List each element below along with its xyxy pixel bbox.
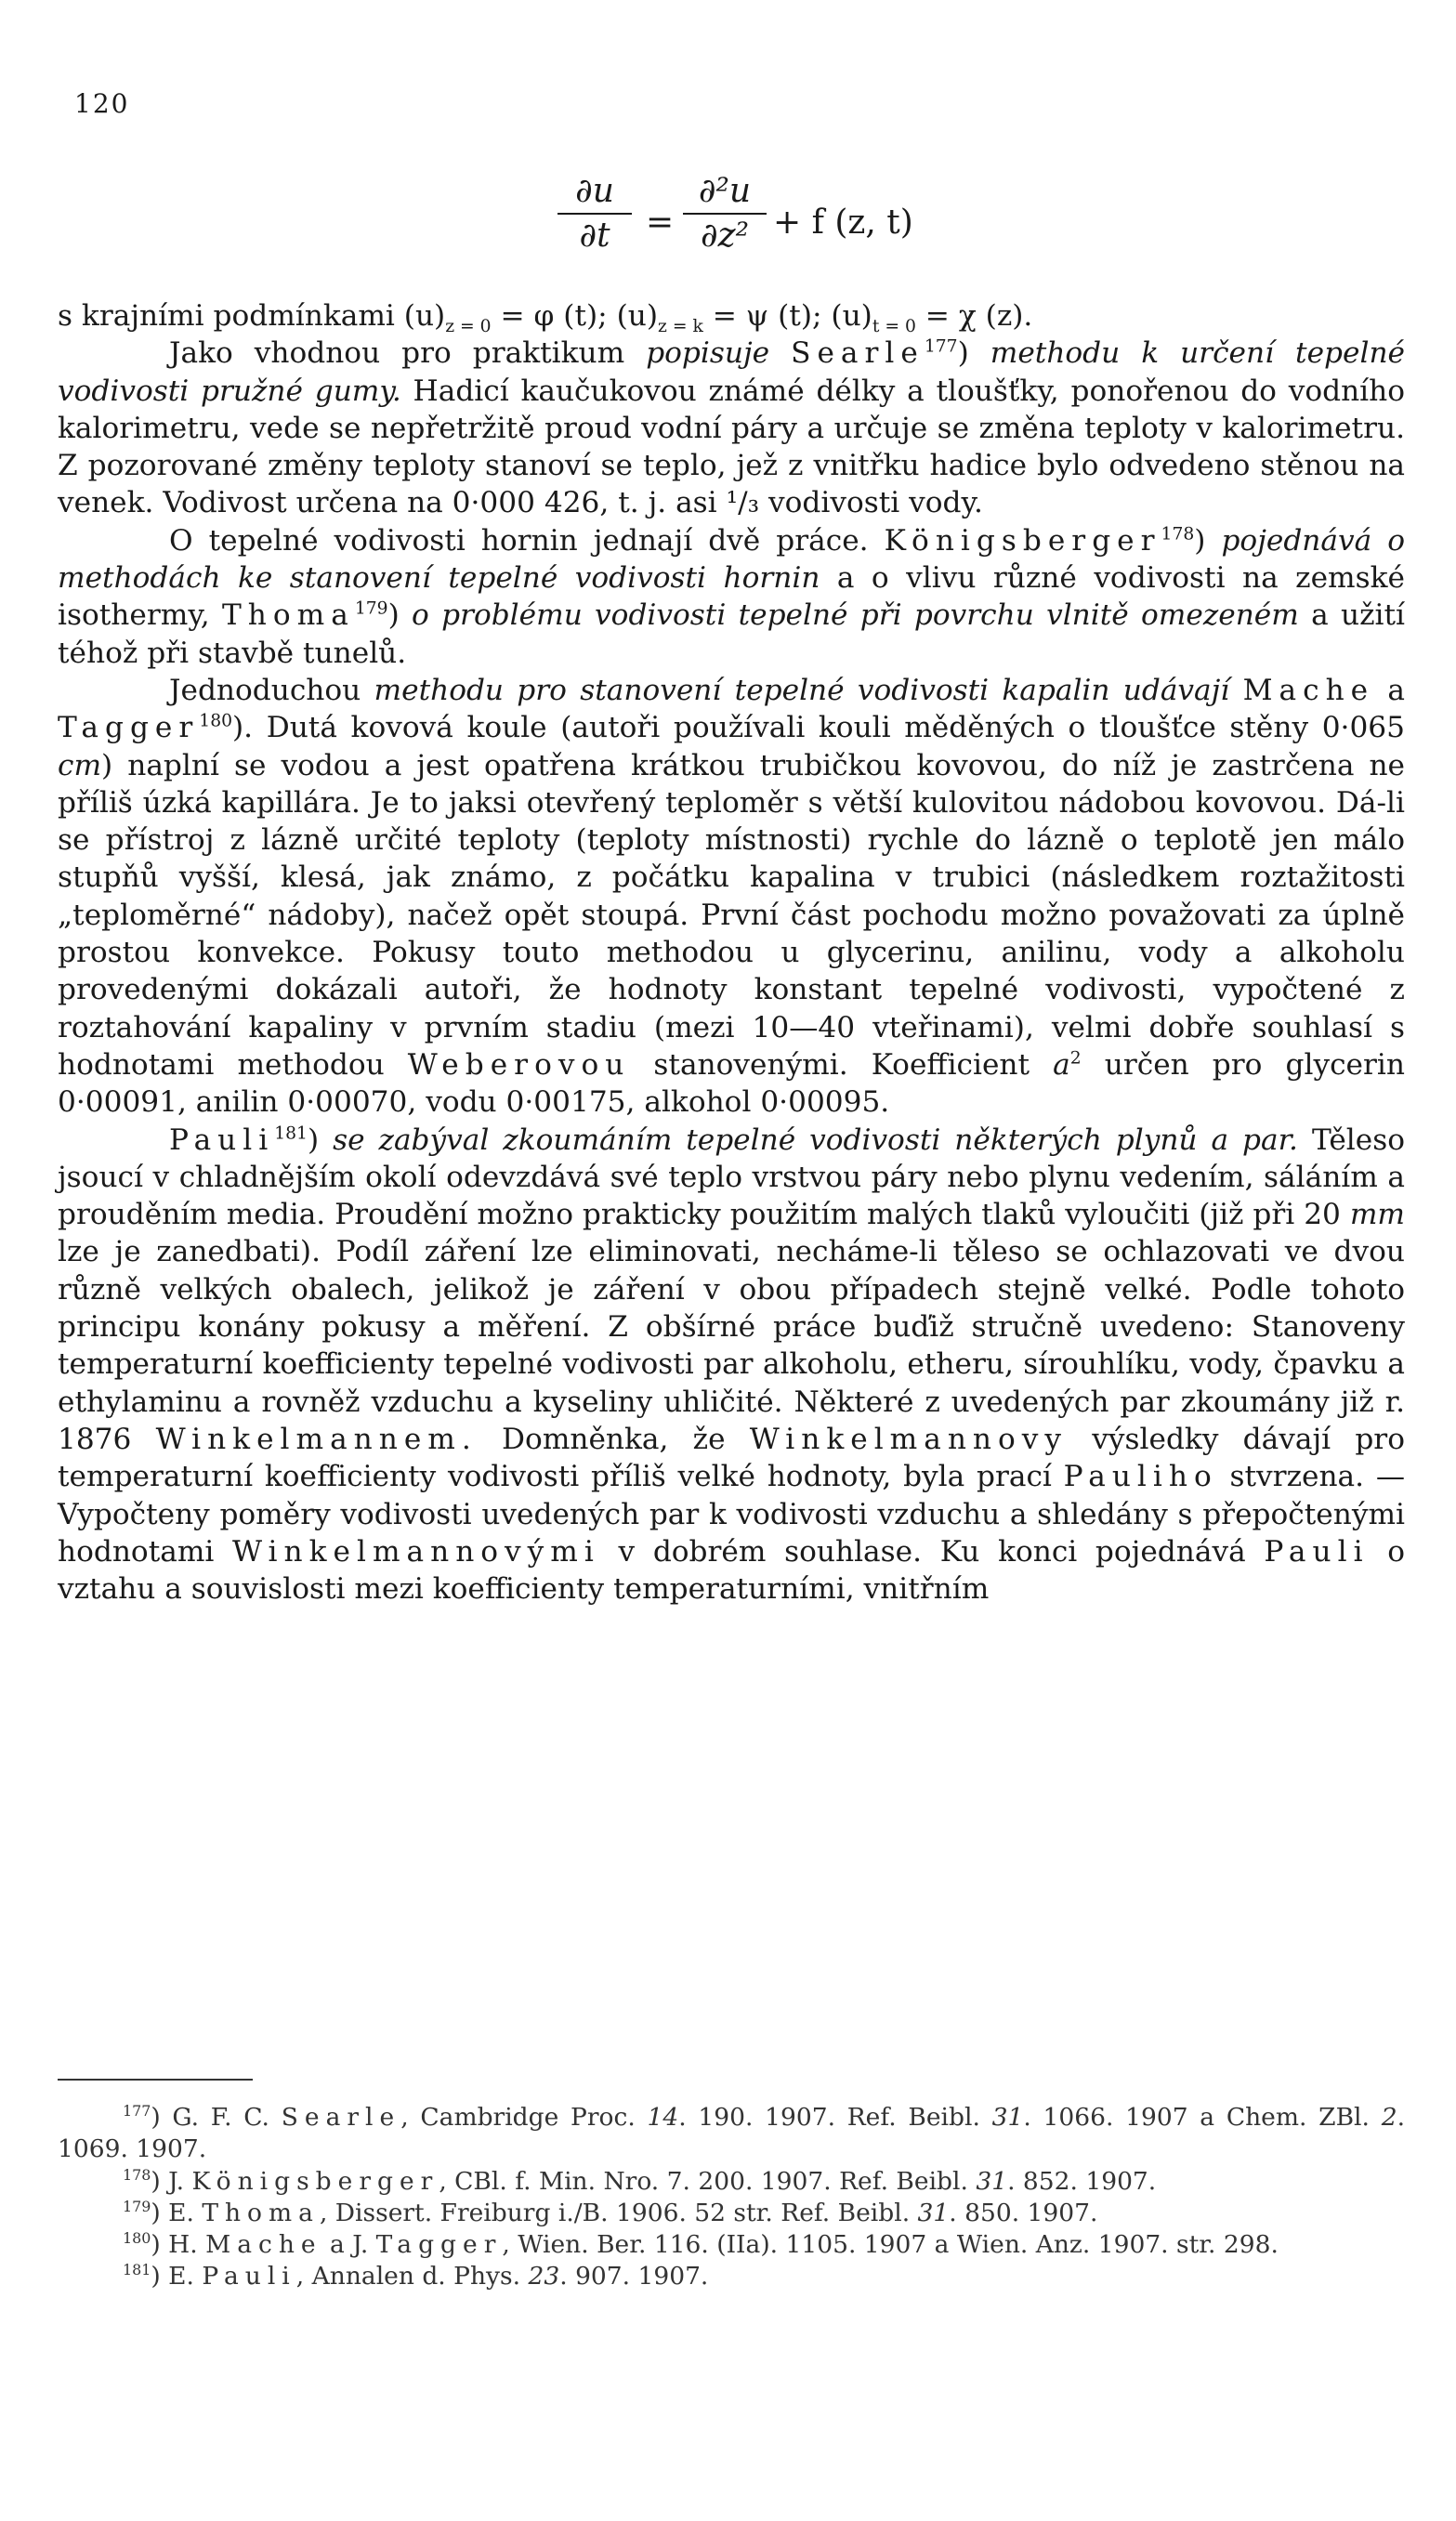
emphasis-text: 14 <box>647 2103 679 2132</box>
emphasis-text: popisuje <box>646 336 770 371</box>
reference-marker: 179 <box>354 598 388 619</box>
text-run: ) <box>1194 523 1222 558</box>
author-name: Thoma <box>221 598 355 633</box>
paragraph <box>58 672 1405 1122</box>
text-run: Jednoduchou <box>169 673 374 707</box>
reference-marker: 177 <box>123 2102 151 2121</box>
text-run: , CBl. f. Min. Nro. 7. 200. 1907. Ref. Beibl. <box>439 2166 977 2196</box>
text-run: s krajními podmínkami (u) <box>58 299 446 333</box>
text-run: ) <box>387 598 413 633</box>
emphasis-text: se zabýval zkoumáním tepelné vodivosti některých plynů a par. <box>333 1123 1298 1157</box>
author-name: Pauli <box>169 1123 275 1157</box>
author-name: Tagger <box>58 711 200 745</box>
author-name: Winkelmannem. <box>155 1422 478 1456</box>
paragraph <box>58 297 1405 335</box>
author-name: Königsberger <box>191 2166 439 2196</box>
text-run: stvrzena. — Vypočteny poměry vodivosti uvedených par k vodivosti vzduchu a shledány s přepočtenými hodnotami <box>58 1460 1406 1569</box>
text-run: určen pro glycerin 0·00091, anilin 0·00070, vodu 0·00175, alkohol 0·00095. <box>58 1047 1405 1120</box>
author-name: Pauli <box>202 2262 296 2291</box>
footnote <box>58 2261 1405 2292</box>
author-name: Winkelmannovými <box>232 1534 600 1569</box>
text-run: , Dissert. Freiburg i./B. 1906. 52 str. Ref. Beibl. <box>319 2198 918 2227</box>
text-run: Hadicí kaučukovou známé délky a tloušťky, ponořenou do vodního kalorimetru, vede se nepřetržitě proud vodní páry a určuje se změna teploty v kalorimetru. Z pozorované změny teploty stanoví se teplo, jež z vnitřku hadice bylo odvedeno stěnou na venek. Vodivost určena na 0·000 426, t. j. asi ¹/₃ vodivosti vody. <box>58 374 1406 520</box>
text-run <box>769 336 791 370</box>
reference-marker: 180 <box>199 711 233 731</box>
text-run: = ψ (t); (u) <box>702 299 872 333</box>
text-run: ) naplní se vodou a jest opatřena krátkou trubičkou kovovou, do níž je zastrčena ne příliš úzká kapillára. Je to jaksi otevřený teploměr s větší kulovitou nádobou kovovou. Dá-li se přístroj z lázně určité teploty (teploty místnosti) rychle do lázně o teplotě jen málo stupňů vyšší, klesá, jak známo, z počátku kapalina v trubici (následkem roztažitosti „teploměrné“ nádoby), načež opět stoupá. První část pochodu možno považovati za úplně prostou konvekce. Pokusy touto methodou u glycerinu, anilinu, vody a alkoholu provedenými dokázali autoři, že hodnoty konstant tepelné vodivosti, vypočtené z roztahování kapaliny v prvním stadiu (mezi 10—40 vteřinami), velmi dobře souhlasí s hodnotami methodou <box>58 748 1405 1082</box>
subscript: z = 0 <box>445 317 492 337</box>
text-run: Těleso jsoucí v chladnějším okolí odevzdává své teplo vrstvou páry nebo plynu vedením, sáláním a prouděním media. Proudění možno prakticky použitím malých tlaků vyloučiti (již při 20 <box>58 1123 1405 1232</box>
emphasis-text: 23 <box>528 2262 560 2291</box>
author-name: Pauli <box>1264 1534 1370 1569</box>
text-run: lze je zanedbati). Podíl záření lze eliminovati, necháme-li těleso se ochlazovati ve dvou různě velkých obalech, jelikož je záření v obou případech stejně velké. Podle tohoto principu konány pokusy a měření. Z obšírné práce buďiž stručně uvedeno: Stanoveny temperaturní koefficienty tepelné vodivosti par alkoholu, etheru, sírouhlíku, vody, čpavku a ethylaminu a rovněž vzduchu a kyseliny uhličité. Některé z uvedených par zkoumány již r. 1876 <box>58 1235 1405 1456</box>
fraction-bar <box>557 213 632 215</box>
equation-lhs-numerator: ∂u <box>575 172 614 210</box>
text-run: . 190. 1907. Ref. Beibl. <box>678 2103 992 2132</box>
text-run: a o vlivu různé vodivosti na zemské isothermy, <box>58 561 1405 633</box>
text-run: , Annalen d. Phys. <box>295 2262 529 2291</box>
page-number: 120 <box>74 88 130 119</box>
author-name: Winkelmannovy <box>749 1422 1069 1456</box>
author-name: Weberovou <box>407 1047 631 1082</box>
emphasis-text: mm <box>1349 1198 1405 1232</box>
reference-marker: 179 <box>123 2198 151 2216</box>
author-name: Königsberger <box>884 523 1161 558</box>
reference-marker: 178 <box>123 2165 151 2184</box>
text-run: , Wien. Ber. 116. (IIa). 1105. 1907 a Wien. Anz. 1907. str. 298. <box>502 2230 1279 2260</box>
text-run: ) H. <box>151 2230 206 2260</box>
equation-lhs-fraction <box>557 172 632 256</box>
emphasis-text: o problému vodivosti tepelné při povrchu vlnitě omezeném <box>412 598 1299 633</box>
text-run: a <box>1374 673 1406 707</box>
emphasis-text: pojednává o methodách ke stanovení tepelné vodivosti hornin <box>58 523 1405 596</box>
subscript: z = k <box>658 317 703 337</box>
text-run: v dobrém souhlase. Ku konci pojednává <box>599 1534 1265 1569</box>
text-run: = χ (z). <box>915 299 1033 333</box>
text-run: ) <box>957 336 990 371</box>
reference-marker: 180 <box>123 2229 151 2248</box>
emphasis-text: 31 <box>976 2166 1008 2196</box>
equation-rhs-numerator: ∂²u <box>698 172 752 210</box>
footnote <box>58 2229 1405 2261</box>
subscript: t = 0 <box>872 317 916 337</box>
author-name: Mache <box>1242 673 1375 707</box>
equation-rhs-fraction <box>683 172 767 256</box>
emphasis-text: cm <box>58 748 102 782</box>
equation-rhs-rest: + f (z, t) <box>773 204 913 242</box>
emphasis-text: 31 <box>991 2103 1024 2132</box>
text-run: o vztahu a souvislosti mezi koefficienty temperaturními, vnitřním <box>58 1534 1405 1607</box>
text-run: = φ (t); (u) <box>491 299 659 333</box>
text-run: , Cambridge Proc. <box>400 2103 648 2132</box>
paragraph <box>58 522 1405 672</box>
emphasis-text: 2 <box>1381 2103 1397 2132</box>
footnotes <box>58 2102 1405 2293</box>
emphasis-text: a <box>1053 1047 1070 1082</box>
paragraph <box>58 1122 1405 1608</box>
text-run: a J. <box>321 2230 376 2260</box>
text-run: ) J. <box>151 2166 192 2196</box>
author-name: Pauliho <box>1063 1460 1218 1494</box>
text-run: stanovenými. Koefficient <box>630 1047 1054 1082</box>
paragraph <box>58 335 1405 521</box>
text-run: . 1069. 1907. <box>58 2103 1405 2164</box>
text-run: O tepelné vodivosti hornin jednají dvě práce. <box>169 523 885 558</box>
text-run: ) E. <box>151 2262 203 2291</box>
text-run: výsledky dávají pro temperaturní koefficienty vodivosti příliš velké hodnoty, byla prací <box>58 1422 1405 1494</box>
reference-marker: 178 <box>1161 524 1195 545</box>
emphasis-text: 31 <box>917 2198 950 2227</box>
text-run: a užití téhož při stavbě tunelů. <box>58 598 1405 670</box>
author-name: Mache <box>205 2230 322 2260</box>
text-run: . 852. 1907. <box>1007 2166 1157 2196</box>
footnote <box>58 2198 1405 2229</box>
text-run: Jako vhodnou pro praktikum <box>169 336 647 371</box>
author-name: Searle <box>791 336 925 371</box>
equals-sign: = <box>646 204 675 242</box>
reference-marker: 177 <box>924 336 958 357</box>
author-name: Searle <box>281 2103 401 2132</box>
reference-marker: 2 <box>1069 1048 1082 1069</box>
text-run: ) E. <box>151 2198 203 2227</box>
footnote <box>58 2102 1405 2166</box>
text-run: ). Dutá kovová koule (autoři používali kouli měděných o tloušťce stěny 0·065 <box>232 711 1405 745</box>
reference-marker: 181 <box>274 1123 308 1144</box>
text-run <box>1229 674 1242 707</box>
author-name: Thoma <box>202 2198 320 2227</box>
emphasis-text: methodu k určení tepelné vodivosti pružné gumy. <box>58 336 1405 408</box>
author-name: Tagger <box>375 2230 503 2260</box>
equation-rhs-denominator: ∂z² <box>700 217 749 255</box>
text-run: Domněnka, že <box>477 1422 750 1456</box>
reference-marker: 181 <box>123 2261 151 2279</box>
fraction-bar <box>683 213 767 215</box>
text-run: . 907. 1907. <box>559 2262 709 2291</box>
footnote <box>58 2166 1405 2198</box>
text-run: . 850. 1907. <box>949 2198 1098 2227</box>
text-run: . 1066. 1907 a Chem. ZBl. <box>1023 2103 1382 2132</box>
heat-equation <box>557 172 948 274</box>
text-run: ) G. F. C. <box>151 2103 282 2132</box>
footnote-divider <box>58 2079 253 2081</box>
emphasis-text: methodu pro stanovení tepelné vodivosti kapalin udávají <box>374 673 1230 707</box>
body-text <box>58 297 1405 1608</box>
text-run: ) <box>307 1123 334 1157</box>
equation-lhs-denominator: ∂t <box>579 217 610 255</box>
